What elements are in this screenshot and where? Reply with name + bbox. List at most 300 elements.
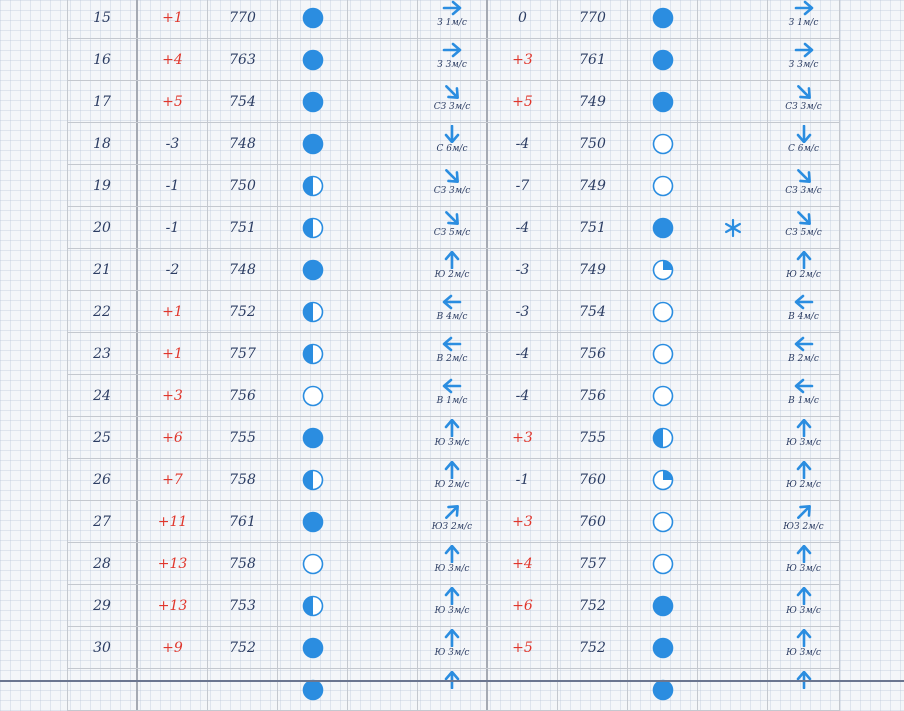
wind-label: СЗ 3м/с (785, 186, 822, 196)
cloudiness-day-cell (278, 291, 348, 332)
wind-arrow-icon (793, 209, 815, 227)
wind-label: Ю 3м/с (786, 438, 821, 448)
pressure-value: 756 (229, 387, 256, 404)
cloud-cover-icon (302, 385, 324, 407)
pressure-value: 763 (229, 51, 256, 68)
temp-day-cell (138, 39, 208, 80)
cloud-cover-icon (652, 427, 674, 449)
cloud-cover-icon (652, 91, 674, 113)
cloud-cover-icon (302, 595, 324, 617)
wind-label: З 1м/с (788, 18, 819, 28)
table-row (68, 291, 839, 333)
pressure-evening-cell (558, 291, 628, 332)
wind-day-cell (418, 501, 488, 542)
temperature-value: +7 (162, 471, 183, 488)
table-row (68, 375, 839, 417)
pressure-value: 758 (229, 555, 256, 572)
cloudiness-day-cell (278, 627, 348, 668)
cloud-cover-icon (652, 259, 674, 281)
wind-day-cell (418, 585, 488, 626)
temperature-value: -1 (165, 177, 180, 194)
temp-day-cell (138, 165, 208, 206)
wind-arrow-icon (793, 587, 815, 605)
wind-label: В 4м/с (436, 312, 468, 322)
pressure-value: 758 (229, 471, 256, 488)
phenomena-evening-cell (698, 333, 768, 374)
temperature-value: -3 (515, 261, 530, 278)
phenomena-day-cell (348, 627, 418, 668)
temp-evening-cell (488, 627, 558, 668)
wind-evening-cell (768, 375, 839, 416)
wind-evening-cell (768, 627, 839, 668)
phenomena-day-cell (348, 501, 418, 542)
cloud-cover-icon (652, 637, 674, 659)
temp-evening-cell (488, 417, 558, 458)
day-number: 29 (93, 597, 111, 614)
wind-label: З 3м/с (437, 60, 467, 70)
wind-label: СЗ 5м/с (785, 228, 822, 238)
day-cell (68, 39, 138, 80)
temperature-value: 0 (518, 9, 527, 26)
wind-arrow-icon (441, 293, 463, 311)
temp-day-cell (138, 0, 208, 38)
wind-arrow-icon (793, 41, 815, 59)
day-cell (68, 333, 138, 374)
day-cell (68, 291, 138, 332)
cloudiness-evening-cell (628, 501, 698, 542)
cloudiness-day-cell (278, 585, 348, 626)
day-number: 18 (93, 135, 111, 152)
wind-evening-cell (768, 417, 839, 458)
cloud-cover-icon (302, 343, 324, 365)
temp-evening-cell (488, 39, 558, 80)
pressure-value: 750 (579, 135, 606, 152)
pressure-day-cell (208, 249, 278, 290)
phenomena-evening-cell (698, 207, 768, 248)
temp-evening-cell (488, 291, 558, 332)
temperature-value: +1 (162, 303, 183, 320)
cloud-cover-icon (652, 133, 674, 155)
cloud-cover-icon (302, 469, 324, 491)
temp-evening-cell (488, 585, 558, 626)
day-cell (68, 417, 138, 458)
temperature-value: +3 (162, 387, 183, 404)
day-number: 22 (93, 303, 111, 320)
temperature-value: +11 (157, 513, 188, 530)
pressure-value: 755 (229, 429, 256, 446)
phenomena-evening-cell (698, 39, 768, 80)
table-row (68, 459, 839, 501)
pressure-value: 749 (579, 93, 606, 110)
wind-arrow-icon (441, 629, 463, 647)
pressure-evening-cell (558, 627, 628, 668)
wind-label: Ю 3м/с (434, 438, 470, 448)
phenomena-day-cell (348, 249, 418, 290)
temp-day-cell (138, 585, 208, 626)
pressure-day-cell (208, 417, 278, 458)
wind-evening-cell (768, 123, 839, 164)
temp-day-cell (138, 249, 208, 290)
cloudiness-evening-cell (628, 333, 698, 374)
cloud-cover-icon (302, 217, 324, 239)
day-cell (68, 459, 138, 500)
wind-day-cell (418, 207, 488, 248)
phenomena-day-cell (348, 669, 418, 710)
wind-day-cell (418, 0, 488, 38)
wind-label: Ю 2м/с (434, 270, 470, 280)
temp-day-cell (138, 375, 208, 416)
pressure-day-cell (208, 123, 278, 164)
pressure-day-cell (208, 669, 278, 710)
temp-day-cell (138, 501, 208, 542)
phenomena-evening-cell (698, 165, 768, 206)
pressure-value: 752 (579, 639, 606, 656)
table-row (68, 207, 839, 249)
wind-label: Ю 3м/с (434, 564, 470, 574)
table-row (68, 501, 839, 543)
cloudiness-evening-cell (628, 39, 698, 80)
pressure-value: 750 (229, 177, 256, 194)
pressure-value: 754 (229, 93, 256, 110)
phenomena-day-cell (348, 291, 418, 332)
temp-evening-cell (488, 123, 558, 164)
phenomena-evening-cell (698, 417, 768, 458)
wind-arrow-icon (793, 461, 815, 479)
temperature-value: -2 (165, 261, 180, 278)
pressure-day-cell (208, 543, 278, 584)
cloud-cover-icon (652, 175, 674, 197)
pressure-evening-cell (558, 459, 628, 500)
pressure-value: 751 (579, 219, 606, 236)
wind-arrow-icon (793, 335, 815, 353)
day-number: 24 (93, 387, 111, 404)
wind-arrow-icon (793, 377, 815, 395)
cloudiness-day-cell (278, 123, 348, 164)
wind-arrow-icon (793, 83, 815, 101)
wind-arrow-icon (793, 419, 815, 437)
day-cell (68, 627, 138, 668)
temp-evening-cell (488, 0, 558, 38)
cloudiness-day-cell (278, 375, 348, 416)
wind-label: В 2м/с (788, 354, 819, 364)
pressure-day-cell (208, 39, 278, 80)
pressure-value: 749 (579, 177, 606, 194)
day-number: 26 (93, 471, 111, 488)
temp-day-cell (138, 123, 208, 164)
wind-arrow-icon (793, 167, 815, 185)
cloud-cover-icon (302, 7, 324, 29)
wind-label: С 6м/с (787, 144, 819, 154)
wind-arrow-icon (441, 41, 463, 59)
cloudiness-evening-cell (628, 459, 698, 500)
temp-day-cell (138, 207, 208, 248)
wind-label: Ю 3м/с (786, 606, 821, 616)
wind-day-cell (418, 333, 488, 374)
cloud-cover-icon (302, 175, 324, 197)
cloud-cover-icon (302, 133, 324, 155)
phenomena-evening-cell (698, 0, 768, 38)
wind-day-cell (418, 417, 488, 458)
cloudiness-day-cell (278, 333, 348, 374)
phenomena-evening-cell (698, 501, 768, 542)
phenomena-day-cell (348, 123, 418, 164)
wind-label: Ю 2м/с (786, 270, 821, 280)
cloudiness-day-cell (278, 669, 348, 710)
phenomena-day-cell (348, 585, 418, 626)
temperature-value: -4 (515, 387, 530, 404)
wind-label: В 4м/с (788, 312, 819, 322)
wind-evening-cell (768, 39, 839, 80)
wind-label: В 2м/с (436, 354, 468, 364)
cloud-cover-icon (652, 553, 674, 575)
table-row (68, 417, 839, 459)
table-row (68, 585, 839, 627)
cloudiness-evening-cell (628, 375, 698, 416)
wind-label: ЮЗ 2м/с (783, 522, 824, 532)
phenomena-evening-cell (698, 249, 768, 290)
pressure-day-cell (208, 627, 278, 668)
pressure-evening-cell (558, 165, 628, 206)
pressure-evening-cell (558, 585, 628, 626)
day-cell (68, 0, 138, 38)
wind-arrow-icon (441, 209, 463, 227)
wind-label: Ю 2м/с (786, 480, 821, 490)
pressure-value: 752 (579, 597, 606, 614)
wind-arrow-icon (793, 629, 815, 647)
table-row (68, 669, 839, 711)
day-cell (68, 375, 138, 416)
cloudiness-evening-cell (628, 669, 698, 710)
cloud-cover-icon (652, 385, 674, 407)
cloud-cover-icon (302, 259, 324, 281)
table-row (68, 627, 839, 669)
wind-evening-cell (768, 291, 839, 332)
temperature-value: +4 (512, 555, 533, 572)
cloudiness-day-cell (278, 459, 348, 500)
temp-day-cell (138, 333, 208, 374)
temp-evening-cell (488, 459, 558, 500)
table-row (68, 333, 839, 375)
pressure-value: 752 (229, 639, 256, 656)
cloudiness-day-cell (278, 207, 348, 248)
phenomena-evening-cell (698, 123, 768, 164)
pressure-value: 770 (229, 9, 256, 26)
pressure-value: 757 (229, 345, 256, 362)
pressure-day-cell (208, 0, 278, 38)
wind-arrow-icon (793, 503, 815, 521)
cloudiness-evening-cell (628, 123, 698, 164)
phenomena-day-cell (348, 165, 418, 206)
phenomena-evening-cell (698, 669, 768, 710)
wind-arrow-icon (441, 335, 463, 353)
pressure-evening-cell (558, 375, 628, 416)
pressure-value: 748 (229, 135, 256, 152)
wind-day-cell (418, 459, 488, 500)
cloudiness-day-cell (278, 249, 348, 290)
wind-label: Ю 3м/с (786, 564, 821, 574)
pressure-value: 757 (579, 555, 606, 572)
wind-evening-cell (768, 249, 839, 290)
temperature-value: -1 (165, 219, 180, 236)
temperature-value: -3 (165, 135, 180, 152)
temp-evening-cell (488, 81, 558, 122)
cloud-cover-icon (652, 469, 674, 491)
pressure-evening-cell (558, 0, 628, 38)
phenomena-evening-cell (698, 459, 768, 500)
temperature-value: +13 (157, 597, 188, 614)
cloudiness-day-cell (278, 81, 348, 122)
cloudiness-day-cell (278, 165, 348, 206)
cloudiness-day-cell (278, 543, 348, 584)
pressure-evening-cell (558, 669, 628, 710)
pressure-day-cell (208, 165, 278, 206)
pressure-day-cell (208, 375, 278, 416)
cloud-cover-icon (302, 49, 324, 71)
cloudiness-evening-cell (628, 207, 698, 248)
day-number: 19 (93, 177, 111, 194)
pressure-evening-cell (558, 207, 628, 248)
wind-label: Ю 3м/с (434, 606, 470, 616)
day-number: 20 (93, 219, 111, 236)
pressure-day-cell (208, 585, 278, 626)
pressure-evening-cell (558, 123, 628, 164)
day-number: 16 (93, 51, 111, 68)
phenomena-day-cell (348, 459, 418, 500)
wind-day-cell (418, 543, 488, 584)
pressure-evening-cell (558, 333, 628, 374)
cloud-cover-icon (302, 91, 324, 113)
wind-day-cell (418, 375, 488, 416)
temperature-value: +6 (162, 429, 183, 446)
day-number: 23 (93, 345, 111, 362)
wind-day-cell (418, 39, 488, 80)
wind-evening-cell (768, 333, 839, 374)
cloud-cover-icon (652, 301, 674, 323)
day-number: 15 (93, 9, 111, 26)
day-cell (68, 501, 138, 542)
phenomena-evening-cell (698, 375, 768, 416)
pressure-value: 749 (579, 261, 606, 278)
cloudiness-evening-cell (628, 81, 698, 122)
pressure-day-cell (208, 291, 278, 332)
temp-evening-cell (488, 375, 558, 416)
day-cell (68, 543, 138, 584)
wind-day-cell (418, 291, 488, 332)
wind-arrow-icon (441, 545, 463, 563)
day-cell (68, 165, 138, 206)
cloudiness-evening-cell (628, 0, 698, 38)
wind-day-cell (418, 627, 488, 668)
day-number: 30 (93, 639, 111, 656)
cloudiness-evening-cell (628, 585, 698, 626)
wind-arrow-icon (441, 251, 463, 269)
wind-day-cell (418, 249, 488, 290)
wind-day-cell (418, 165, 488, 206)
wind-evening-cell (768, 585, 839, 626)
pressure-day-cell (208, 501, 278, 542)
temp-day-cell (138, 627, 208, 668)
temperature-value: -4 (515, 219, 530, 236)
temperature-value: +3 (512, 513, 533, 530)
day-number: 25 (93, 429, 111, 446)
cloud-cover-icon (652, 595, 674, 617)
table-row (68, 249, 839, 291)
wind-arrow-icon (793, 545, 815, 563)
table-row (68, 0, 839, 39)
temp-day-cell (138, 543, 208, 584)
phenomena-evening-cell (698, 81, 768, 122)
cloudiness-evening-cell (628, 249, 698, 290)
temp-day-cell (138, 417, 208, 458)
wind-arrow-icon (793, 251, 815, 269)
wind-arrow-icon (441, 125, 463, 143)
table-row (68, 165, 839, 207)
pressure-evening-cell (558, 501, 628, 542)
wind-label: Ю 2м/с (434, 480, 470, 490)
temperature-value: +3 (512, 51, 533, 68)
phenomena-day-cell (348, 543, 418, 584)
snow-icon (723, 218, 743, 238)
temp-evening-cell (488, 543, 558, 584)
wind-evening-cell (768, 0, 839, 38)
temperature-value: +5 (512, 639, 533, 656)
day-cell (68, 123, 138, 164)
day-number: 27 (93, 513, 111, 530)
cloud-cover-icon (302, 301, 324, 323)
wind-evening-cell (768, 501, 839, 542)
wind-evening-cell (768, 207, 839, 248)
cloudiness-evening-cell (628, 543, 698, 584)
wind-label: В 1м/с (436, 396, 468, 406)
cloud-cover-icon (652, 343, 674, 365)
pressure-value: 754 (579, 303, 606, 320)
day-number: 17 (93, 93, 111, 110)
phenomena-evening-cell (698, 627, 768, 668)
wind-arrow-icon (441, 377, 463, 395)
cloudiness-evening-cell (628, 627, 698, 668)
pressure-value: 755 (579, 429, 606, 446)
phenomena-evening-cell (698, 291, 768, 332)
phenomena-evening-cell (698, 585, 768, 626)
cloud-cover-icon (652, 217, 674, 239)
wind-arrow-icon (441, 0, 463, 17)
table-row (68, 123, 839, 165)
cloudiness-evening-cell (628, 165, 698, 206)
wind-label: Ю 3м/с (434, 648, 470, 658)
wind-label: З 1м/с (437, 18, 467, 28)
temperature-value: -1 (515, 471, 530, 488)
day-number: 28 (93, 555, 111, 572)
wind-label: С 6м/с (436, 144, 468, 154)
wind-evening-cell (768, 459, 839, 500)
temperature-value: -7 (515, 177, 530, 194)
cloud-cover-icon (652, 511, 674, 533)
temperature-value: -3 (515, 303, 530, 320)
cloudiness-day-cell (278, 0, 348, 38)
wind-arrow-icon (793, 293, 815, 311)
pressure-day-cell (208, 81, 278, 122)
wind-arrow-icon (793, 0, 815, 17)
temp-evening-cell (488, 669, 558, 710)
pressure-value: 761 (579, 51, 606, 68)
temp-day-cell (138, 81, 208, 122)
phenomena-evening-cell (698, 543, 768, 584)
pressure-value: 756 (579, 387, 606, 404)
cloudiness-day-cell (278, 39, 348, 80)
temperature-value: +6 (512, 597, 533, 614)
pressure-value: 761 (229, 513, 256, 530)
phenomena-day-cell (348, 0, 418, 38)
